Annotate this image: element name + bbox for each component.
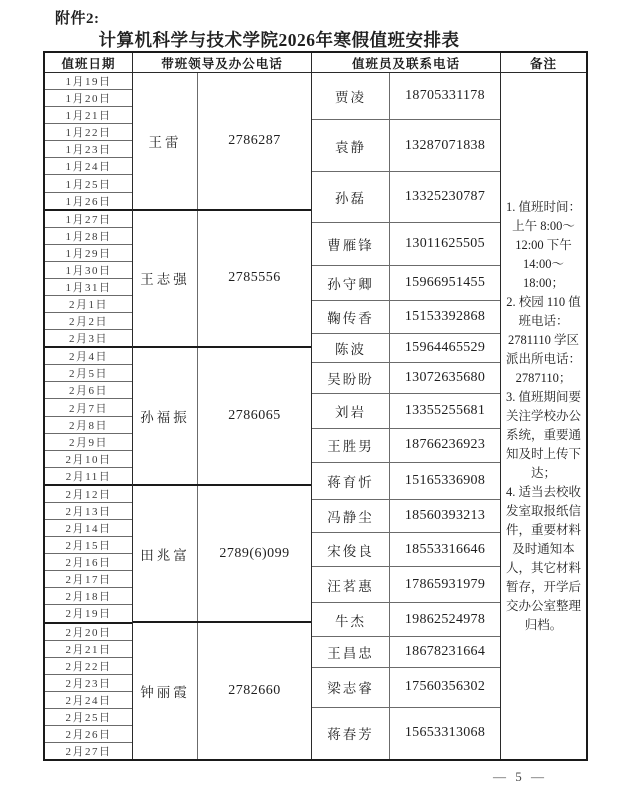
leaders-column: [133, 73, 312, 759]
date-cell: 2月10日: [45, 451, 132, 468]
staff-name-cell: 刘岩: [312, 394, 390, 428]
staff-cell: [312, 463, 500, 501]
date-cell: 2月25日: [45, 709, 132, 726]
leader-phone-cell: 2789(6)099: [219, 545, 290, 561]
staff-phone-cell: 13011625505: [405, 235, 485, 251]
staff-column: [312, 73, 501, 759]
staff-name-cell: 蒋春芳: [312, 708, 390, 759]
date-cell: 1月20日: [45, 90, 132, 107]
date-cell: 2月27日: [65, 746, 112, 759]
staff-name-cell: 袁静: [312, 120, 390, 170]
header-duty: 值班员及联系电话: [312, 53, 501, 72]
remark-item: 3. 值班期间要关注学校办公系统，重要通知及时上传下达；: [505, 389, 581, 480]
remark-item: 2. 校园 110 值班电话：2781110 学区派出所电话：2787110；: [505, 294, 581, 385]
leader-section: [133, 486, 311, 624]
staff-cell: [312, 668, 500, 708]
date-cell: 1月23日: [45, 141, 132, 158]
staff-phone-cell: 13072635680: [404, 369, 486, 385]
header-remarks: 备注: [529, 56, 557, 71]
leader-phone-cell: 2786287: [228, 132, 281, 148]
page-number: — 5 —: [493, 769, 547, 784]
date-cell: 1月21日: [45, 107, 132, 124]
remark-item: 4. 适当去校收发室取报纸信件，重要材料及时通知本人，其它材料暂存，开学后交办公室整理归档。: [505, 484, 581, 632]
date-cell: 2月26日: [45, 726, 132, 743]
staff-phone-cell: 18553316646: [404, 541, 486, 557]
leader-section: [133, 348, 311, 486]
date-cell: 1月28日: [45, 228, 132, 245]
staff-cell: [312, 708, 500, 759]
staff-cell: [312, 363, 500, 394]
staff-name-cell: 曹雁锋: [312, 223, 390, 265]
date-cell: 2月12日: [45, 486, 132, 503]
staff-name-cell: 汪茗惠: [312, 567, 390, 602]
date-cell: 2月4日: [45, 348, 132, 365]
staff-phone-cell: 19862524978: [404, 611, 486, 627]
staff-cell: [312, 533, 500, 567]
date-cell: 1月22日: [45, 124, 132, 141]
staff-cell: [312, 429, 500, 463]
staff-cell: [312, 603, 500, 637]
date-cell: 1月24日: [45, 158, 132, 175]
staff-cell: [312, 567, 500, 603]
date-cell: 2月3日: [45, 330, 132, 348]
date-cell: 2月15日: [45, 537, 132, 554]
staff-cell: [312, 500, 500, 533]
staff-phone-cell: 17865931979: [404, 576, 486, 592]
date-cell: 1月30日: [45, 262, 132, 279]
date-cell: 2月20日: [45, 624, 132, 641]
staff-phone-cell: 15964465529: [404, 339, 486, 355]
date-cell: 1月25日: [45, 175, 132, 192]
date-cell: 2月2日: [45, 313, 132, 330]
date-cell: 1月27日: [45, 211, 132, 228]
leader-name-cell: 王雷: [133, 73, 198, 209]
staff-cell: [312, 334, 500, 363]
leader-phone-cell: 2782660: [228, 683, 281, 699]
leader-section: [133, 73, 311, 211]
date-cell: 2月18日: [45, 588, 132, 605]
staff-phone-cell: 15165336908: [404, 472, 486, 488]
leader-name-cell: 孙福振: [133, 348, 198, 484]
staff-name-cell: 王昌忠: [312, 637, 390, 667]
leader-phone-cell: 2785556: [228, 270, 281, 286]
staff-cell: [312, 394, 500, 429]
date-cell: 1月29日: [45, 245, 132, 262]
date-cell: 2月17日: [45, 571, 132, 588]
date-cell: 2月19日: [45, 605, 132, 623]
staff-name-cell: 王胜男: [312, 429, 390, 462]
page-title: 计算机科学与技术学院2026年寒假值班安排表: [98, 30, 460, 50]
date-cell: 2月14日: [45, 520, 132, 537]
staff-phone-cell: 18705331178: [405, 88, 485, 104]
header-dates: 值班日期: [45, 53, 133, 72]
remarks-cell: [501, 73, 586, 759]
staff-name-cell: 宋俊良: [312, 533, 390, 566]
staff-phone-cell: 13325230787: [404, 188, 486, 204]
staff-phone-cell: 15153392868: [404, 308, 486, 324]
staff-cell: [312, 637, 500, 668]
staff-cell: [312, 73, 500, 120]
table-header-row: [45, 53, 586, 73]
staff-cell: [312, 120, 500, 171]
date-cell: 2月23日: [45, 675, 132, 692]
attachment-label: 附件2:: [55, 11, 100, 27]
date-cell: 2月22日: [45, 658, 132, 675]
date-cell: 1月31日: [45, 279, 132, 296]
staff-phone-cell: 13355255681: [404, 402, 486, 418]
staff-phone-cell: 13287071838: [404, 137, 486, 153]
staff-name-cell: 冯静尘: [312, 500, 390, 532]
staff-name-cell: 吴盼盼: [312, 363, 390, 393]
date-cell: 2月13日: [45, 503, 132, 520]
staff-cell: [312, 266, 500, 301]
leader-section: [133, 211, 311, 349]
staff-phone-cell: 18766236923: [404, 437, 486, 453]
date-cell: 2月21日: [45, 641, 132, 658]
staff-cell: [312, 172, 500, 223]
date-cell: 2月24日: [45, 692, 132, 709]
staff-phone-cell: 15966951455: [404, 274, 486, 290]
staff-phone-cell: 15653313068: [404, 725, 486, 741]
staff-cell: [312, 223, 500, 266]
staff-name-cell: 贾凌: [312, 73, 390, 119]
remark-item: 1. 值班时间：上午 8:00～12:00 下午 14:00～18:00；: [505, 199, 581, 290]
staff-name-cell: 梁志睿: [312, 668, 390, 707]
dates-column: [45, 73, 133, 759]
date-cell: 1月26日: [45, 193, 132, 211]
date-cell: 2月8日: [45, 417, 132, 434]
header-leader: 带班领导及办公电话: [133, 53, 312, 72]
staff-name-cell: 孙守卿: [312, 266, 390, 300]
staff-name-cell: 鞠传香: [312, 301, 390, 333]
staff-cell: [312, 301, 500, 334]
date-cell: 2月16日: [45, 554, 132, 571]
staff-phone-cell: 18560393213: [404, 508, 486, 524]
date-cell: 2月1日: [45, 296, 132, 313]
staff-name-cell: 蒋育忻: [312, 463, 390, 500]
staff-name-cell: 陈波: [312, 334, 390, 362]
leader-section: [133, 623, 311, 759]
staff-phone-cell: 17560356302: [404, 679, 486, 695]
date-cell: 2月6日: [45, 382, 132, 399]
leader-phone-cell: 2786065: [228, 407, 281, 423]
staff-phone-cell: 18678231664: [404, 643, 486, 659]
staff-name-cell: 孙磊: [312, 172, 390, 222]
date-cell: 2月11日: [45, 468, 132, 486]
leader-name-cell: 田兆富: [133, 486, 198, 622]
leader-name-cell: 王志强: [133, 211, 198, 347]
leader-name-cell: 钟丽霞: [133, 623, 198, 759]
date-cell: 2月7日: [45, 399, 132, 416]
date-cell: 2月9日: [45, 434, 132, 451]
staff-name-cell: 牛杰: [312, 603, 390, 636]
date-cell: 1月19日: [45, 73, 132, 90]
table-body: [45, 73, 586, 759]
date-cell: 2月5日: [45, 365, 132, 382]
duty-schedule-table: [43, 51, 588, 761]
